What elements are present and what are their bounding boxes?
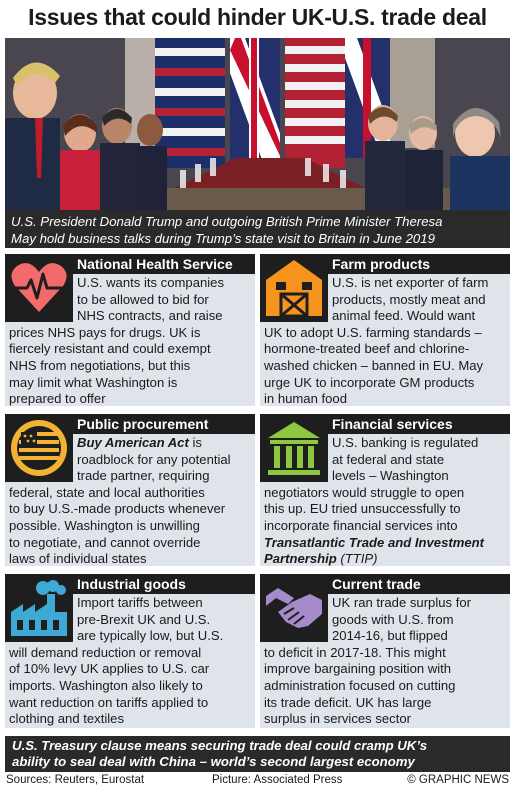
ttip-abbreviation: (TTIP) [336, 551, 378, 567]
panel-title: Industrial goods [77, 576, 186, 592]
caption-line-1: U.S. President Donald Trump and outgoing British Prime Minister Theresa [11, 214, 443, 229]
text-line: washed chicken – banned in EU. May [264, 357, 484, 373]
text-line: at federal and state [332, 451, 445, 467]
panel-financial-services [260, 414, 510, 566]
text-line: U.S. banking is regulated [332, 435, 479, 450]
graphic-news-credit: © GRAPHIC NEWS [407, 774, 509, 786]
text-line: prepared to offer [9, 391, 106, 407]
text-line: improve bargaining position with [264, 661, 452, 677]
picture-credit: Picture: Associated Press [212, 774, 343, 786]
meeting-photo-illustration [5, 38, 510, 210]
text-line: UK ran trade surplus for [332, 595, 471, 610]
panel-title: National Health Service [77, 256, 233, 272]
text-line: federal, state and local authorities [9, 484, 205, 500]
photo-caption [5, 210, 510, 248]
panel-public-procurement [5, 414, 255, 566]
text-fragment: is [188, 435, 202, 450]
text-line: animal feed. Would want [332, 308, 476, 324]
panel-title: Current trade [332, 576, 421, 592]
text-line: goods with U.S. from [332, 611, 454, 627]
panel-title: Financial services [332, 416, 453, 432]
panel-farm-products [260, 254, 510, 406]
text-line: hormone-treated beef and chlorine- [264, 341, 470, 357]
text-line: in human food [264, 391, 347, 407]
text-line: products, mostly meat and [332, 291, 486, 307]
text-line: to be allowed to bid for [77, 291, 209, 307]
text-line [264, 551, 506, 568]
text-line: to buy U.S.-made products whenever [9, 501, 226, 517]
text-line: may limit what Washington is [9, 374, 178, 390]
text-line: incorporate financial services into [264, 517, 458, 533]
panel-body [264, 275, 506, 408]
text-line: pre-Brexit UK and U.S. [77, 611, 211, 627]
sources-credit: Sources: Reuters, Eurostat [6, 774, 145, 786]
text-line: laws of individual states [9, 551, 147, 567]
text-line: will demand reduction or removal [9, 644, 202, 660]
text-line: 2014-16, but flipped [332, 628, 448, 644]
panel-body [9, 275, 251, 408]
text-line: to deficit in 2017-18. This might [264, 644, 446, 660]
text-line: prices NHS pays for drugs. UK is [9, 324, 201, 340]
ttip-name-end: Partnership [264, 551, 337, 567]
note-line-2: ability to seal deal with China – world’s second largest economy [12, 754, 415, 769]
text-line: roadblock for any potential [77, 451, 231, 467]
panel-body [264, 435, 506, 568]
page-title: Issues that could hinder UK-U.S. trade deal [28, 4, 487, 30]
panel-industrial-goods [5, 574, 255, 728]
panel-body [9, 435, 251, 568]
text-line: NHS from negotiations, but this [9, 357, 191, 373]
text-line [9, 435, 251, 452]
text-line: fiercely resistant and could exempt [9, 341, 211, 357]
text-line: U.S. wants its companies [77, 275, 224, 290]
text-line: levels – Washington [332, 468, 449, 484]
text-line: clothing and textiles [9, 711, 125, 727]
text-line: negotiators would struggle to open [264, 484, 465, 500]
text-line: of 10% levy UK applies to U.S. car [9, 661, 210, 677]
text-line: Import tariffs between [77, 595, 203, 610]
panel-body [264, 595, 506, 728]
text-line: trade partner, requiring [77, 468, 210, 484]
text-line: possible. Washington is unwilling [9, 517, 200, 533]
text-line: to negotiate, and cannot override [9, 534, 201, 550]
buy-american-act: Buy American Act [77, 435, 189, 450]
text-line: its trade deficit. UK has large [264, 694, 432, 710]
panel-national-health-service [5, 254, 255, 406]
text-line: urge UK to incorporate GM products [264, 374, 475, 390]
text-line: imports. Washington also likely to [9, 677, 203, 693]
panel-title: Farm products [332, 256, 431, 272]
caption-line-2: May hold business talks during Trump’s state visit to Britain in June 2019 [11, 231, 435, 246]
treasury-clause-note [5, 736, 510, 772]
text-line: surplus in services sector [264, 711, 411, 727]
ttip-name: Transatlantic Trade and Investment [264, 534, 484, 550]
text-line: this up. EU tried unsuccessfully to [264, 501, 461, 517]
note-line-1: U.S. Treasury clause means securing trade deal could cramp UK’s [12, 738, 428, 753]
panel-current-trade [260, 574, 510, 728]
text-line: UK to adopt U.S. farming standards – [264, 324, 482, 340]
news-photo [5, 38, 510, 210]
text-line: are typically low, but U.S. [77, 628, 224, 644]
panel-title: Public procurement [77, 416, 209, 432]
text-line: NHS contracts, and raise [77, 308, 223, 324]
text-line: U.S. is net exporter of farm [332, 275, 489, 290]
panel-body [9, 595, 251, 728]
text-line: administration focused on cutting [264, 677, 456, 693]
text-line: want reduction on tariffs applied to [9, 694, 209, 710]
